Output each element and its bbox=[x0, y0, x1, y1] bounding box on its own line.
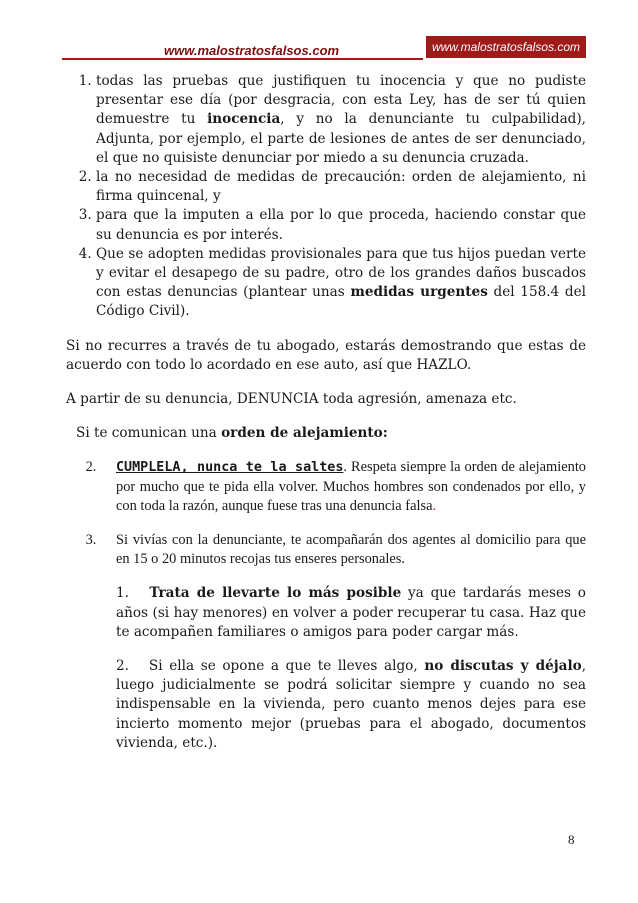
paragraph-recurso: Si no recurres a través de tu abogado, estarás demostrando que estas de acuerdo con todo lo acordado en ese auto, así que HAZLO. bbox=[66, 337, 586, 373]
page-number: 8 bbox=[568, 832, 575, 847]
header-site-text: www.malostratosfalsos.com bbox=[164, 43, 340, 58]
header-site-badge: www.malostratosfalsos.com bbox=[426, 36, 586, 58]
subitem-1: 1. Trata de llevarte lo más posible ya que tardarás meses o años (si hay menores) en volver a poder recuperar tu casa. Haz que te acompañen familiares o amigos para poder cargar más. bbox=[116, 585, 586, 640]
subitem-2: 2. Si ella se opone a que te lleves algo, no discutas y déjalo, luego judicialmente se podrá solicitar siempre y cuando no sea indispensable en la vivienda, pero cuanto menos dejes para ese incierto momento mejor (pruebas para el abogado, documentos vivienda, etc.). bbox=[116, 658, 587, 751]
header-rule bbox=[62, 58, 423, 60]
list-item: 2. la no necesidad de medidas de precaución: orden de alejamiento, ni firma quincenal, y bbox=[96, 168, 586, 206]
orden-alejamiento-intro: Si te comunican una orden de alejamiento: bbox=[76, 425, 388, 442]
page-content bbox=[66, 72, 586, 753]
section-item-3: 3. Si vivías con la denunciante, te acompañarán dos agentes al domicilio para que en 15 o 20 minutos recojas tus enseres personales. bbox=[85, 532, 586, 568]
list-item: 1. todas las pruebas que justifiquen tu inocencia y que no pudiste presentar ese día (por desgracia, con esta Ley, has de ser tú quien demuestre tu inocencia, y no la denunciante tu culpabilidad), Adjunta, por ejemplo, el parte de lesiones de antes de ser denunciado, el que no quisiste denunciar por miedo a su denuncia cruzada. bbox=[96, 72, 586, 168]
list-item: 4. Que se adopten medidas provisionales para que tus hijos puedan verte y evitar el desapego de su padre, otro de los grandes daños buscados con estas denuncias (plantear unas medidas urgentes del 158.4 del Código Civil). bbox=[96, 245, 586, 322]
page-header bbox=[62, 34, 586, 64]
paragraph-denuncia: A partir de su denuncia, DENUNCIA toda agresión, amenaza etc. bbox=[66, 391, 517, 408]
list-item: 3. para que la imputen a ella por lo que proceda, haciendo constar que su denuncia es por interés. bbox=[96, 206, 586, 244]
numbered-list bbox=[66, 72, 586, 322]
section-item-2: 2. CUMPLELA, nunca te la saltes. Respeta siempre la orden de alejamiento por mucho que te pida ella volver. Muchos hombres son condenados por ello, y con toda la razón, aunque fuese tras una denuncia falsa. bbox=[85, 459, 587, 514]
